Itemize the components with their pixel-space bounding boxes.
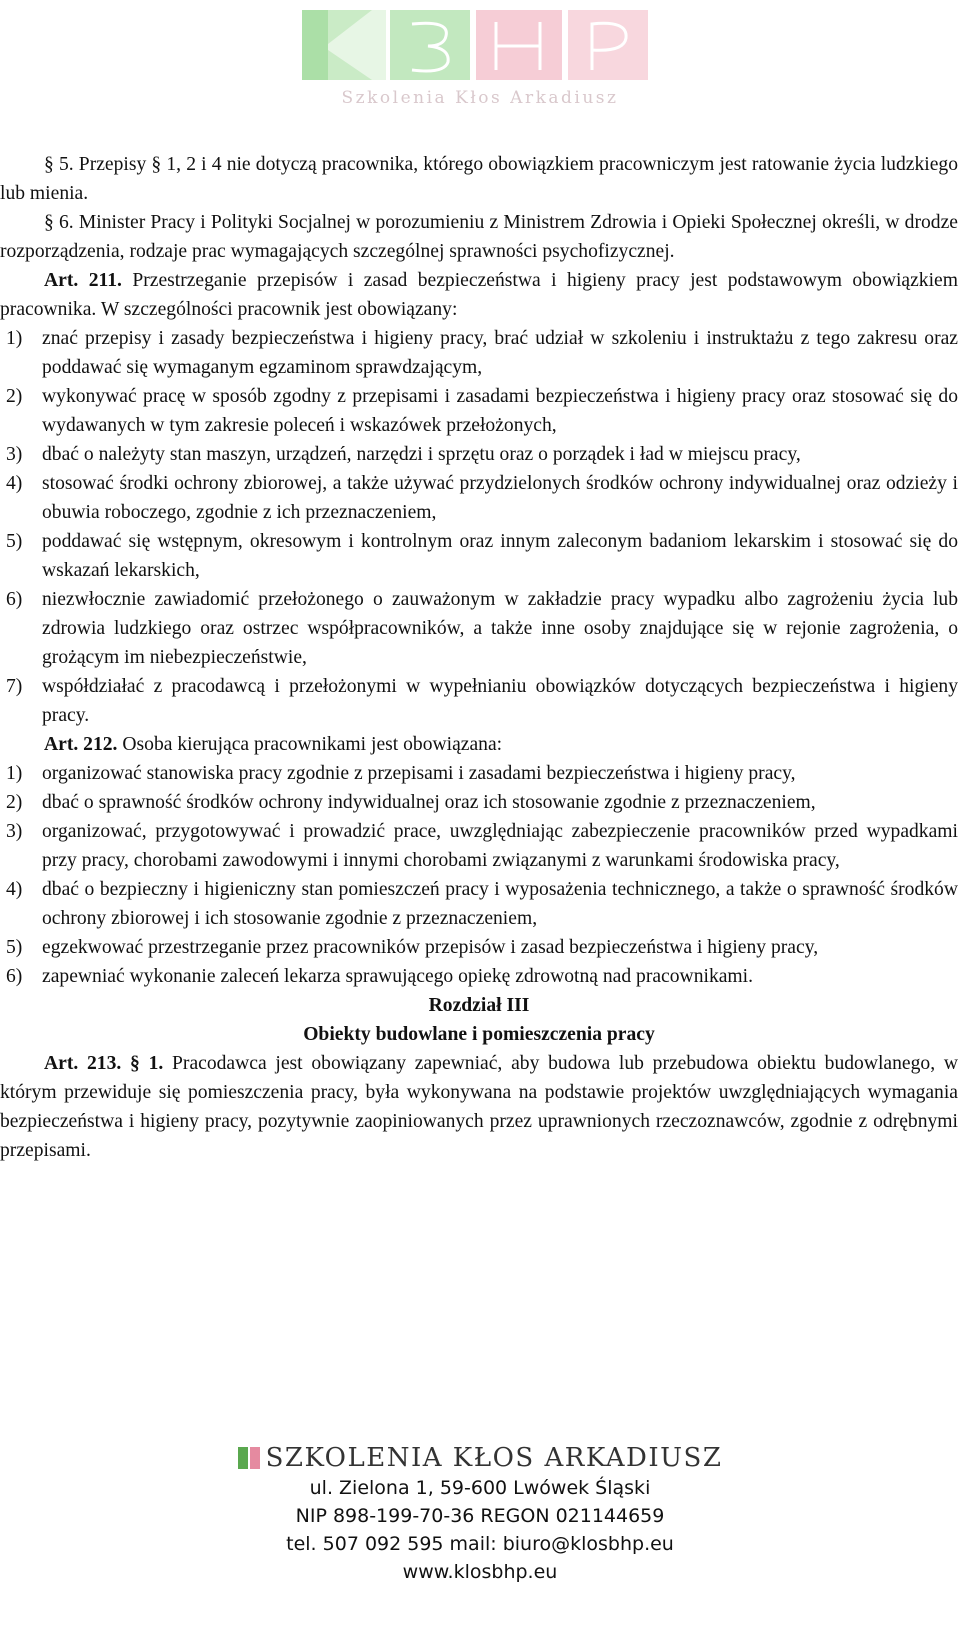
chapter-subtitle: Obiekty budowlane i pomieszczenia pracy	[303, 1024, 655, 1045]
list-item: 5) poddawać się wstępnym, okresowym i kontrolnym oraz innym zaleconym badaniom lekarskim i stosować się do wskazań lekarskich,	[6, 531, 958, 581]
article-213	[0, 1049, 958, 1165]
article-212-list	[0, 759, 958, 991]
footer-address: ul. Zielona 1, 59-600 Lwówek Śląski	[309, 1477, 651, 1499]
kbhp-logo-icon	[300, 6, 660, 90]
list-item: 2) wykonywać pracę w sposób zgodny z przepisami i zasadami bezpieczeństwa i higieny pracy oraz stosować się do wydawanych w tym zakresie poleceń i wskazówek przełożonych,	[6, 386, 958, 436]
footer-brand	[238, 1443, 723, 1473]
list-item: 2) dbać o sprawność środków ochrony indywidualnej oraz ich stosowanie zgodnie z przeznaczeniem,	[6, 792, 816, 813]
list-item: 4) stosować środki ochrony zbiorowej, a także używać przydzielonych środków ochrony indywidualnej oraz odzieży i obuwia roboczego, zgodnie z ich przeznaczeniem,	[6, 473, 958, 523]
article-label: Art. 212.	[44, 734, 118, 755]
brand-logo-icon	[238, 1447, 260, 1469]
footer-brand-name: SZKOLENIA KŁOS ARKADIUSZ	[265, 1443, 723, 1473]
chapter-title: Rozdział III	[428, 995, 530, 1016]
article-text: Pracodawca jest obowiązany zapewniać, aby budowa lub przebudowa obiektu budowlanego, w którym przewiduje się pomieszczenia pracy, była wykonywana na podstawie projektów uwzględniających wymagania bezpieczeństwa i higieny pracy, pozytywnie zaopiniowanych przez uprawnionych rzeczoznawców, zgodnie z odrębnymi przepisami.	[0, 1053, 959, 1161]
list-item: 3) dbać o należyty stan maszyn, urządzeń, narzędzi i sprzętu oraz o porządek i ład w miejscu pracy,	[6, 444, 801, 465]
article-211-list	[0, 324, 958, 730]
paragraph-5: § 5. Przepisy § 1, 2 i 4 nie dotyczą pracownika, którego obowiązkiem pracowniczym jest ratowanie życia ludzkiego lub mienia.	[0, 154, 958, 204]
list-item: 5) egzekwować przestrzeganie przez pracowników przepisów i zasad bezpieczeństwa i higieny pracy,	[6, 937, 819, 958]
footer-ids: NIP 898-199-70-36 REGON 021144659	[295, 1505, 665, 1527]
footer-website[interactable]: www.klosbhp.eu	[402, 1561, 558, 1583]
article-text: Osoba kierująca pracownikami jest obowiązana:	[117, 734, 503, 755]
list-item: 1) organizować stanowiska pracy zgodnie z przepisami i zasadami bezpieczeństwa i higieny pracy,	[6, 763, 796, 784]
list-item: 7) współdziałać z pracodawcą i przełożonymi w wypełnianiu obowiązków dotyczących bezpieczeństwa i higieny pracy.	[6, 676, 958, 726]
article-211-intro	[0, 266, 958, 324]
article-212-intro	[0, 730, 958, 759]
list-item: 6) niezwłocznie zawiadomić przełożonego o zauważonym w zakładzie pracy wypadku albo zagrożeniu życia lub zdrowia ludzkiego oraz ostrzec współpracowników, a także inne osoby znajdujące się w rejonie zagrożenia, o grożącym im niebezpieczeństwie,	[6, 589, 958, 668]
legal-text	[0, 150, 958, 1165]
logo-caption: Szkolenia Kłos Arkadiusz	[341, 88, 619, 108]
footer-contact: tel. 507 092 595 mail: biuro@klosbhp.eu	[286, 1533, 674, 1555]
article-label: Art. 213. § 1.	[44, 1053, 164, 1074]
header-logo	[0, 0, 960, 118]
article-text: Przestrzeganie przepisów i zasad bezpieczeństwa i higieny pracy jest podstawowym obowiązkiem pracownika. W szczególności pracownik jest obowiązany:	[0, 270, 958, 320]
list-item: 4) dbać o bezpieczny i higieniczny stan pomieszczeń pracy i wyposażenia technicznego, a także o sprawność środków ochrony zbiorowej i ich stosowanie zgodnie z przeznaczeniem,	[6, 879, 958, 929]
list-item: 1) znać przepisy i zasady bezpieczeństwa i higieny pracy, brać udział w szkoleniu i instruktażu z tego zakresu oraz poddawać się wymaganym egzaminom sprawdzającym,	[6, 328, 958, 378]
list-item: 3) organizować, przygotowywać i prowadzić prace, uwzględniając zabezpieczenie pracowników przed wypadkami przy pracy, chorobami zawodowymi i innymi chorobami związanymi z warunkami środowiska pracy,	[6, 821, 958, 871]
paragraph-6: § 6. Minister Pracy i Polityki Socjalnej w porozumieniu z Ministrem Zdrowia i Opieki Społecznej określi, w drodze rozporządzenia, rodzaje prac wymagających szczególnej sprawności psychofizycznej.	[0, 212, 958, 262]
footer	[0, 1443, 960, 1586]
list-item: 6) zapewniać wykonanie zaleceń lekarza sprawującego opiekę zdrowotną nad pracownikami.	[6, 966, 754, 987]
article-label: Art. 211.	[44, 270, 122, 291]
